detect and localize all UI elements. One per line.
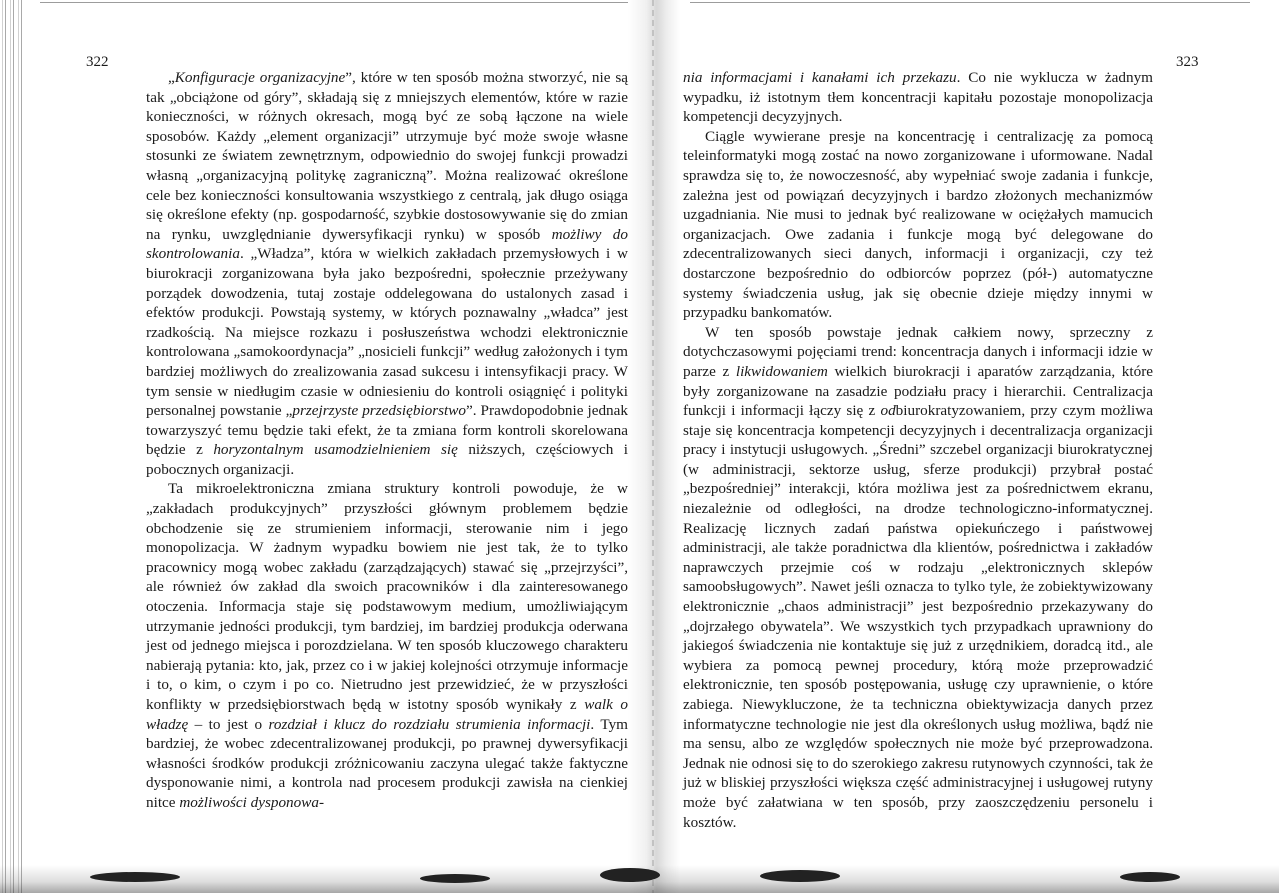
text-span-italic: nia informacjami i kanałami ich przekazu [683,69,957,86]
page-number-left: 322 [86,54,109,70]
scan-smudge [420,874,490,883]
gutter-fold [652,0,654,893]
text-span-italic: przejrzyste przedsiębiorstwo [292,402,466,420]
page-number-right: 323 [1176,54,1199,70]
text-span: Ciągle wywierane presje na koncentrację i centralizację za pomocą teleinformatyki mogą zostać na nowo zorganizowane i uformowane. Nadal sprawdza się to, że nowoczesność, aby wypełniać swoje zadania i funkcje, zależna jest od powiązań decyzyjnych i bardzo złożonych mechanizmów uzgadniania. Nie musi to jednak być realizowane w ociężałych mamucich organizacjach. Owe zadania i funkcje mogą być delegowane do zdecentralizowanych sieci danych, informacji i organizacji, czy też dostarczone bezpośrednio do odbiorców poprzez (pół-) automatyczne systemy świadczenia usług, jak się obecnie dzieje między innymi w przypadku bankomatów. [683,127,1153,322]
text-span: ”, które w ten sposób można stworzyć, nie są tak „obciążone od góry”, składają się z mniejszych elementów, które w razie konieczności, w różnych okresach, mogą być ze sobą łączone na wiele sposobów. Każdy „element organizacji” utrzymuje być może swoje własne stosunki ze światem zewnętrznym, odpowiednio do swojej funkcji prowadzi własną „organizacyjną politykę zagraniczną”. Można realizować określone cele bez konieczności konsultowania wszystkiego z centralą, jak długo osiąga się określone efekty (np. gospodarność, szybkie dostosowywanie się do zmian na rynku, uwzględnianie dywersyfikacji rynku) w sposób [146,69,628,243]
text-span-italic: horyzontalnym usamodzielnieniem się [213,441,458,459]
text-span-italic: od [880,402,896,420]
paragraph [146,68,628,479]
text-span-italic: możliwy do skontrolowania [146,225,628,263]
text-span: . „Władza”, która w wielkich zakładach przemysłowych i w biurokracji zorganizowana była jako bezpośredni, społecznie przeżywany porządek dowodzenia, tutaj zostaje oddelegowana do ustalonych zasad i efektów produkcji. Powstają systemy, w których poznawalny „władca” jest rzadkością. Na miejsce rozkazu i posłuszeństwa wchodzi elektronicznie kontrolowana „samokoordynacja” „nosicieli funkcji” według założonych i tym bardziej możliwych do zrealizowania zasad sukcesu i intensyfikacji pracy. W tym sensie w niedługim czasie w odniesieniu do kontroli osiągnięć i polityki personalnej powstanie „ [146,245,628,420]
text-span: Ta mikroelektroniczna zmiana struktury kontroli powoduje, że w „zakładach produkcyjnych” przyszłości głównym problemem będzie obchodzenie się ze strumieniem informacji, sterowanie nim i jego monopolizacja. W żadnym wypadku bowiem nie jest tak, że to tylko pracownicy mogą wobec zakładu (zarządzających) stawać się „przejrzyści”, ale również ów zakład dla swoich pracowników i dla zainteresowanego otoczenia. Informacja staje się podstawowym medium, umożliwiającym utrzymanie jedności produkcji, tym bardziej, im bardziej produkcja oderwana jest od jednego miejsca i porozdzielana. W ten sposób kluczowego charakteru nabierają pytania: kto, jak, przez co i w jakiej kolejności otrzymuje informacje i to, o kim, o czym i po co. Nietrudno jest przewidzieć, że w przyszłości konflikty w przedsiębiorstwach będą w istotny sposób wynikały z [146,480,628,713]
right-page-text [683,68,1153,832]
paragraph [683,68,1153,127]
text-span-italic: walk o władzę [146,696,629,733]
scan-smudge [760,870,840,882]
scan-smudge [90,872,180,882]
scan-smudge [600,868,660,882]
text-span: W ten sposób powstaje jednak całkiem nowy, sprzeczny z dotychczasowymi pojęciami trend: koncentracja danych i informacji idzie w parze z [683,323,1153,380]
paragraph [683,323,1153,832]
text-span-italic: możliwości dysponowa- [179,793,325,811]
scan-left-edge [0,0,22,893]
scan-top-edge [40,2,630,3]
text-span-italic: likwidowaniem [735,362,828,380]
text-span: niższych, częściowych i pobocznych organizacji. [146,441,628,478]
text-span: . Tym bardziej, że wobec zdecentralizowanej produkcji, po prawnej dywersyfikacji własności środków produkcji zróżnicowaniu zaczyna ulegać także faktyczne dysponowanie nimi, a kontrola nad procesem produkcji zawisła na cienkiej nitce [146,715,628,811]
book-gutter [628,0,680,893]
text-span-italic: rozdział i klucz do rozdziału strumienia informacji [268,715,591,733]
text-span: „ [168,69,175,86]
paragraph [683,127,1153,323]
left-page-text [146,68,628,813]
text-span: biurokratyzowaniem, przy czym możliwa staje się koncentracja kompetencji decyzyjnych i decentralizacja organizacji pracy i instytucji usługowych. „Średni” szczebel organizacji biurokratycznej (w administracji, sektorze usług, sferze produkcji) przybrał postać „bezpośredniej” interakcji, która możliwa jest za pośrednictwem ekranu, niezależnie od odległości, na drodze technologiczno-informatycznej. Realizację licznych zadań państwa opiekuńczego i państwowej administracji, ale także poradnictwa dla klientów, pośrednictwa i zakładów naprawczych przejmie coś w rodzaju „elektronicznych sklepów samoobsługowych”. Nawet jeśli oznacza to tylko tyle, że zobiektywizowany elektronicznie „chaos administracji” jest bezpośrednio przekazywany do „dojrzałego obywatela”. We wszystkich tych przypadkach uprawniony do jakiegoś świadczenia nie kontaktuje się już z urzędnikiem, doradcą itd., ale wybiera za pomocą pewnej procedury, którą może przeprowadzić elektronicznie, ten sposób postępowania, usługę czy uprawnienie, o które zabiega. Niewykluczone, że ta techniczna obiektywizacja danych przez informatyczne technologie nie jest dla określonych usług możliwa, bądź nie ma sensu, albo ze względów społecznych nie może być przeprowadzona. Jednak nie odnosi się to do szerokiego zakresu rutynowych czynności, tak że już w bliskiej przyszłości większa część administracyjnej i usługowej rutyny może być załatwiana w ten sposób, przy zaoszczędzeniu personelu i kosztów. [683,402,1153,831]
text-span: – to jest o [188,715,269,733]
scan-smudge [1120,872,1180,882]
paragraph [146,479,628,812]
scan-top-edge [690,2,1250,3]
text-span: . Co nie wyklucza w żadnym wypadku, iż istotnym tłem koncentracji kapitału pozostaje monopolizacja kompetencji decyzyjnych. [683,69,1153,126]
text-span: wielkich biurokracji i aparatów zarządzania, które były zorganizowane na zasadzie podziału pracy i hierarchii. Centralizacja funkcji i informacji łączy się z [683,362,1153,420]
text-span: ”. Prawdopodobnie jednak towarzyszyć temu będzie taki efekt, że ta zmiana form kontroli skorelowana będzie z [146,402,628,459]
text-span-italic: Konfiguracje organizacyjne [174,69,346,86]
